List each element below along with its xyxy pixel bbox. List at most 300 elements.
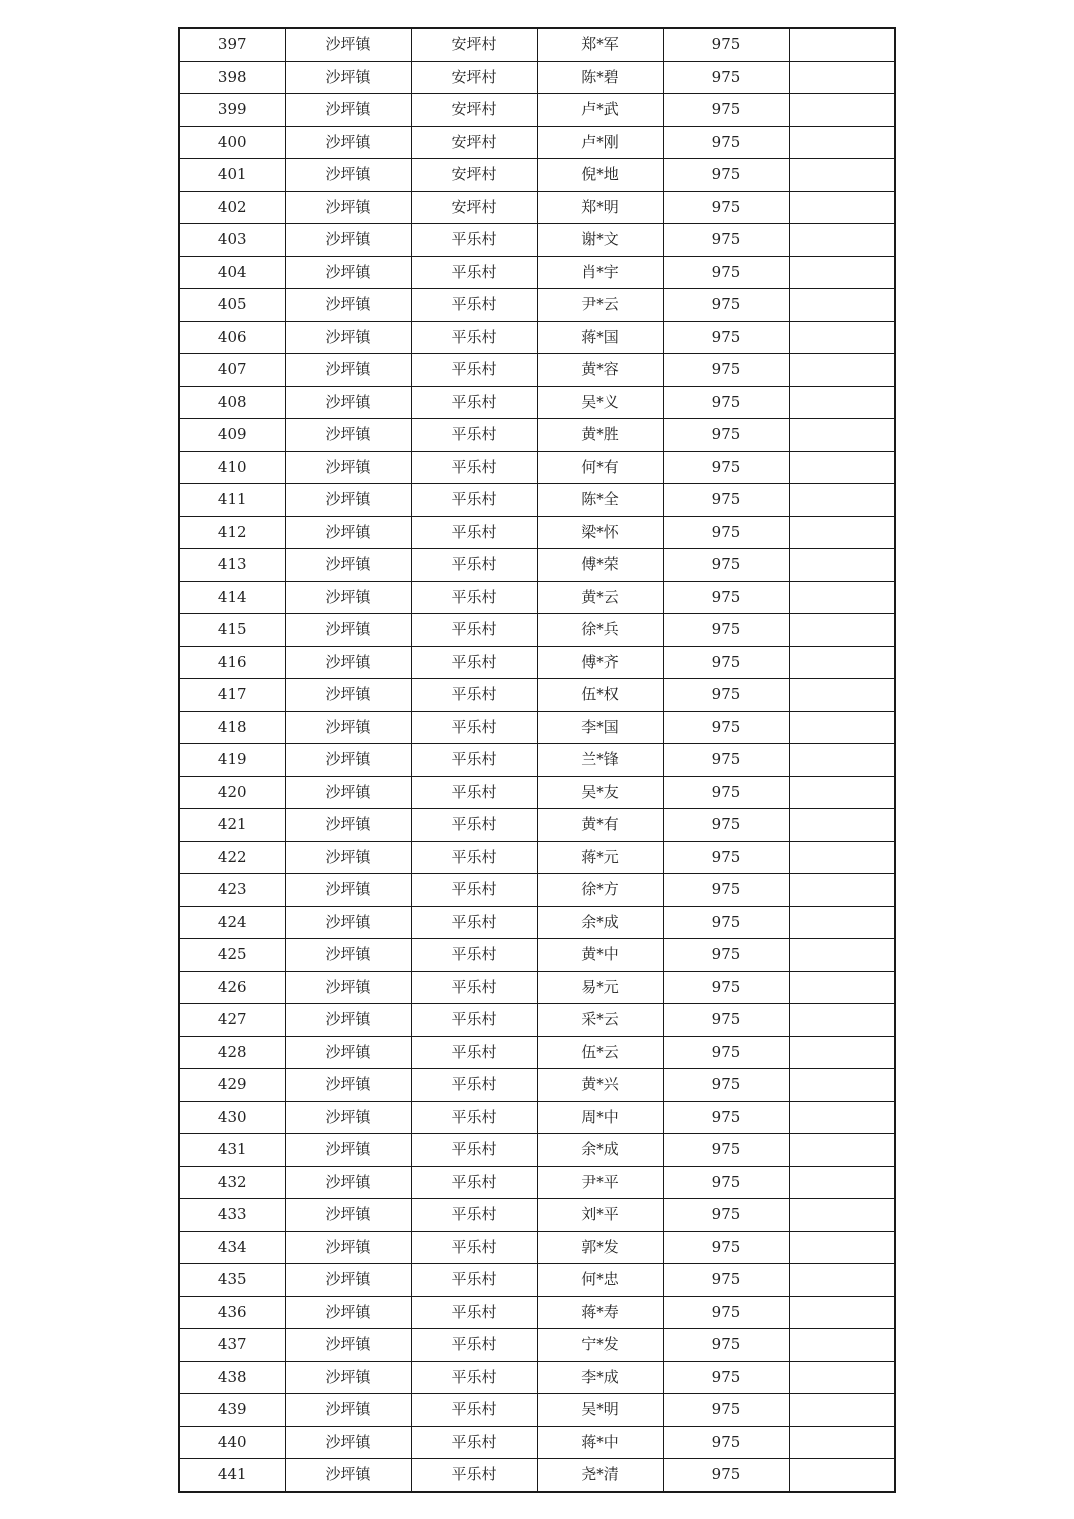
- table-row: [179, 874, 895, 907]
- name-cell: 何*忠: [537, 1264, 663, 1297]
- village-cell: 平乐村: [411, 1134, 537, 1167]
- name-cell: 陈*全: [537, 484, 663, 517]
- serial-number-cell: 406: [179, 321, 285, 354]
- serial-number-cell: 441: [179, 1459, 285, 1492]
- amount-cell: 975: [663, 711, 789, 744]
- amount-cell: 975: [663, 906, 789, 939]
- town-cell: 沙坪镇: [285, 289, 411, 322]
- amount-cell: 975: [663, 289, 789, 322]
- amount-cell: 975: [663, 1459, 789, 1492]
- village-cell: 平乐村: [411, 1394, 537, 1427]
- amount-cell: 975: [663, 679, 789, 712]
- table-row: [179, 354, 895, 387]
- village-cell: 平乐村: [411, 711, 537, 744]
- town-cell: 沙坪镇: [285, 1166, 411, 1199]
- serial-number-cell: 428: [179, 1036, 285, 1069]
- town-cell: 沙坪镇: [285, 1036, 411, 1069]
- name-cell: 蒋*元: [537, 841, 663, 874]
- town-cell: 沙坪镇: [285, 939, 411, 972]
- village-cell: 平乐村: [411, 1004, 537, 1037]
- table-row: [179, 1199, 895, 1232]
- village-cell: 平乐村: [411, 841, 537, 874]
- remark-cell: [789, 906, 895, 939]
- village-cell: 平乐村: [411, 419, 537, 452]
- name-cell: 卢*武: [537, 94, 663, 127]
- name-cell: 宁*发: [537, 1329, 663, 1362]
- town-cell: 沙坪镇: [285, 841, 411, 874]
- village-cell: 平乐村: [411, 614, 537, 647]
- serial-number-cell: 405: [179, 289, 285, 322]
- remark-cell: [789, 646, 895, 679]
- village-cell: 安坪村: [411, 28, 537, 61]
- serial-number-cell: 426: [179, 971, 285, 1004]
- amount-cell: 975: [663, 939, 789, 972]
- village-cell: 平乐村: [411, 484, 537, 517]
- table-row: [179, 61, 895, 94]
- amount-cell: 975: [663, 581, 789, 614]
- town-cell: 沙坪镇: [285, 744, 411, 777]
- village-cell: 安坪村: [411, 94, 537, 127]
- town-cell: 沙坪镇: [285, 61, 411, 94]
- village-cell: 安坪村: [411, 191, 537, 224]
- remark-cell: [789, 1134, 895, 1167]
- remark-cell: [789, 809, 895, 842]
- name-cell: 傅*齐: [537, 646, 663, 679]
- village-cell: 平乐村: [411, 874, 537, 907]
- remark-cell: [789, 451, 895, 484]
- remark-cell: [789, 711, 895, 744]
- remark-cell: [789, 61, 895, 94]
- remark-cell: [789, 159, 895, 192]
- amount-cell: 975: [663, 1069, 789, 1102]
- town-cell: 沙坪镇: [285, 419, 411, 452]
- serial-number-cell: 432: [179, 1166, 285, 1199]
- table-row: [179, 1361, 895, 1394]
- serial-number-cell: 440: [179, 1426, 285, 1459]
- name-cell: 谢*文: [537, 224, 663, 257]
- serial-number-cell: 435: [179, 1264, 285, 1297]
- village-cell: 平乐村: [411, 1361, 537, 1394]
- town-cell: 沙坪镇: [285, 1296, 411, 1329]
- name-cell: 徐*兵: [537, 614, 663, 647]
- name-cell: 黄*容: [537, 354, 663, 387]
- town-cell: 沙坪镇: [285, 549, 411, 582]
- village-cell: 平乐村: [411, 354, 537, 387]
- village-cell: 平乐村: [411, 224, 537, 257]
- table-row: [179, 191, 895, 224]
- serial-number-cell: 410: [179, 451, 285, 484]
- town-cell: 沙坪镇: [285, 516, 411, 549]
- remark-cell: [789, 971, 895, 1004]
- amount-cell: 975: [663, 776, 789, 809]
- town-cell: 沙坪镇: [285, 679, 411, 712]
- remark-cell: [789, 191, 895, 224]
- remark-cell: [789, 581, 895, 614]
- amount-cell: 975: [663, 28, 789, 61]
- amount-cell: 975: [663, 1166, 789, 1199]
- amount-cell: 975: [663, 224, 789, 257]
- table-row: [179, 419, 895, 452]
- serial-number-cell: 418: [179, 711, 285, 744]
- serial-number-cell: 431: [179, 1134, 285, 1167]
- table-row: [179, 1069, 895, 1102]
- table-row: [179, 94, 895, 127]
- name-cell: 尹*云: [537, 289, 663, 322]
- amount-cell: 975: [663, 386, 789, 419]
- town-cell: 沙坪镇: [285, 809, 411, 842]
- remark-cell: [789, 1426, 895, 1459]
- name-cell: 刘*平: [537, 1199, 663, 1232]
- remark-cell: [789, 1329, 895, 1362]
- serial-number-cell: 437: [179, 1329, 285, 1362]
- town-cell: 沙坪镇: [285, 906, 411, 939]
- table-row: [179, 744, 895, 777]
- name-cell: 李*成: [537, 1361, 663, 1394]
- serial-number-cell: 430: [179, 1101, 285, 1134]
- table-row: [179, 679, 895, 712]
- town-cell: 沙坪镇: [285, 776, 411, 809]
- amount-cell: 975: [663, 1004, 789, 1037]
- name-cell: 李*国: [537, 711, 663, 744]
- serial-number-cell: 421: [179, 809, 285, 842]
- name-cell: 郑*军: [537, 28, 663, 61]
- town-cell: 沙坪镇: [285, 1329, 411, 1362]
- table-row: [179, 1134, 895, 1167]
- name-cell: 黄*云: [537, 581, 663, 614]
- table-row: [179, 516, 895, 549]
- village-cell: 安坪村: [411, 61, 537, 94]
- name-cell: 伍*权: [537, 679, 663, 712]
- serial-number-cell: 403: [179, 224, 285, 257]
- name-cell: 黄*胜: [537, 419, 663, 452]
- village-cell: 平乐村: [411, 1459, 537, 1492]
- serial-number-cell: 400: [179, 126, 285, 159]
- remark-cell: [789, 1231, 895, 1264]
- table-row: [179, 971, 895, 1004]
- amount-cell: 975: [663, 1426, 789, 1459]
- village-cell: 平乐村: [411, 1101, 537, 1134]
- table-row: [179, 28, 895, 61]
- village-cell: 平乐村: [411, 549, 537, 582]
- amount-cell: 975: [663, 61, 789, 94]
- remark-cell: [789, 1199, 895, 1232]
- town-cell: 沙坪镇: [285, 484, 411, 517]
- serial-number-cell: 416: [179, 646, 285, 679]
- amount-cell: 975: [663, 1394, 789, 1427]
- table-row: [179, 1004, 895, 1037]
- amount-cell: 975: [663, 1101, 789, 1134]
- table-row: [179, 1166, 895, 1199]
- village-cell: 平乐村: [411, 256, 537, 289]
- amount-cell: 975: [663, 159, 789, 192]
- serial-number-cell: 399: [179, 94, 285, 127]
- village-cell: 平乐村: [411, 1199, 537, 1232]
- remark-cell: [789, 776, 895, 809]
- remark-cell: [789, 549, 895, 582]
- table-row: [179, 1394, 895, 1427]
- name-cell: 倪*地: [537, 159, 663, 192]
- town-cell: 沙坪镇: [285, 1361, 411, 1394]
- serial-number-cell: 415: [179, 614, 285, 647]
- remark-cell: [789, 1004, 895, 1037]
- serial-number-cell: 402: [179, 191, 285, 224]
- remark-cell: [789, 484, 895, 517]
- amount-cell: 975: [663, 744, 789, 777]
- remark-cell: [789, 614, 895, 647]
- amount-cell: 975: [663, 874, 789, 907]
- village-cell: 平乐村: [411, 971, 537, 1004]
- table-row: [179, 614, 895, 647]
- amount-cell: 975: [663, 1264, 789, 1297]
- name-cell: 兰*锋: [537, 744, 663, 777]
- amount-cell: 975: [663, 1231, 789, 1264]
- serial-number-cell: 434: [179, 1231, 285, 1264]
- table-row: [179, 224, 895, 257]
- town-cell: 沙坪镇: [285, 1004, 411, 1037]
- serial-number-cell: 407: [179, 354, 285, 387]
- serial-number-cell: 422: [179, 841, 285, 874]
- serial-number-cell: 420: [179, 776, 285, 809]
- amount-cell: 975: [663, 1296, 789, 1329]
- remark-cell: [789, 224, 895, 257]
- village-cell: 平乐村: [411, 1426, 537, 1459]
- serial-number-cell: 425: [179, 939, 285, 972]
- table-row: [179, 256, 895, 289]
- remark-cell: [789, 94, 895, 127]
- serial-number-cell: 398: [179, 61, 285, 94]
- remark-cell: [789, 256, 895, 289]
- table-row: [179, 159, 895, 192]
- town-cell: 沙坪镇: [285, 386, 411, 419]
- village-cell: 安坪村: [411, 159, 537, 192]
- table-row: [179, 776, 895, 809]
- town-cell: 沙坪镇: [285, 874, 411, 907]
- town-cell: 沙坪镇: [285, 159, 411, 192]
- name-cell: 傅*荣: [537, 549, 663, 582]
- table-row: [179, 581, 895, 614]
- amount-cell: 975: [663, 809, 789, 842]
- town-cell: 沙坪镇: [285, 1199, 411, 1232]
- remark-cell: [789, 1069, 895, 1102]
- table-row: [179, 1101, 895, 1134]
- table-row: [179, 484, 895, 517]
- serial-number-cell: 433: [179, 1199, 285, 1232]
- amount-cell: 975: [663, 1361, 789, 1394]
- village-cell: 平乐村: [411, 646, 537, 679]
- town-cell: 沙坪镇: [285, 1231, 411, 1264]
- serial-number-cell: 408: [179, 386, 285, 419]
- village-cell: 平乐村: [411, 1036, 537, 1069]
- name-cell: 易*元: [537, 971, 663, 1004]
- remark-cell: [789, 841, 895, 874]
- serial-number-cell: 429: [179, 1069, 285, 1102]
- village-cell: 安坪村: [411, 126, 537, 159]
- remark-cell: [789, 1361, 895, 1394]
- village-cell: 平乐村: [411, 321, 537, 354]
- table-row: [179, 289, 895, 322]
- subsidy-list-table: [178, 27, 896, 1493]
- name-cell: 黄*中: [537, 939, 663, 972]
- town-cell: 沙坪镇: [285, 28, 411, 61]
- village-cell: 平乐村: [411, 451, 537, 484]
- village-cell: 平乐村: [411, 1069, 537, 1102]
- name-cell: 余*成: [537, 906, 663, 939]
- remark-cell: [789, 386, 895, 419]
- serial-number-cell: 401: [179, 159, 285, 192]
- remark-cell: [789, 126, 895, 159]
- table-row: [179, 939, 895, 972]
- town-cell: 沙坪镇: [285, 711, 411, 744]
- name-cell: 郑*明: [537, 191, 663, 224]
- remark-cell: [789, 419, 895, 452]
- remark-cell: [789, 354, 895, 387]
- name-cell: 尧*清: [537, 1459, 663, 1492]
- remark-cell: [789, 744, 895, 777]
- name-cell: 梁*怀: [537, 516, 663, 549]
- serial-number-cell: 409: [179, 419, 285, 452]
- remark-cell: [789, 1296, 895, 1329]
- remark-cell: [789, 289, 895, 322]
- serial-number-cell: 397: [179, 28, 285, 61]
- amount-cell: 975: [663, 419, 789, 452]
- remark-cell: [789, 1264, 895, 1297]
- amount-cell: 975: [663, 451, 789, 484]
- village-cell: 平乐村: [411, 744, 537, 777]
- town-cell: 沙坪镇: [285, 354, 411, 387]
- town-cell: 沙坪镇: [285, 224, 411, 257]
- serial-number-cell: 404: [179, 256, 285, 289]
- village-cell: 平乐村: [411, 1166, 537, 1199]
- village-cell: 平乐村: [411, 1231, 537, 1264]
- table-row: [179, 1426, 895, 1459]
- serial-number-cell: 436: [179, 1296, 285, 1329]
- town-cell: 沙坪镇: [285, 614, 411, 647]
- name-cell: 蒋*国: [537, 321, 663, 354]
- serial-number-cell: 411: [179, 484, 285, 517]
- table-row: [179, 1264, 895, 1297]
- serial-number-cell: 427: [179, 1004, 285, 1037]
- amount-cell: 975: [663, 354, 789, 387]
- village-cell: 平乐村: [411, 1264, 537, 1297]
- amount-cell: 975: [663, 1134, 789, 1167]
- remark-cell: [789, 874, 895, 907]
- name-cell: 黄*兴: [537, 1069, 663, 1102]
- amount-cell: 975: [663, 1329, 789, 1362]
- village-cell: 平乐村: [411, 809, 537, 842]
- table-row: [179, 1036, 895, 1069]
- village-cell: 平乐村: [411, 939, 537, 972]
- amount-cell: 975: [663, 646, 789, 679]
- remark-cell: [789, 939, 895, 972]
- town-cell: 沙坪镇: [285, 451, 411, 484]
- town-cell: 沙坪镇: [285, 321, 411, 354]
- village-cell: 平乐村: [411, 679, 537, 712]
- name-cell: 余*成: [537, 1134, 663, 1167]
- remark-cell: [789, 28, 895, 61]
- town-cell: 沙坪镇: [285, 94, 411, 127]
- remark-cell: [789, 1101, 895, 1134]
- name-cell: 蒋*中: [537, 1426, 663, 1459]
- name-cell: 伍*云: [537, 1036, 663, 1069]
- amount-cell: 975: [663, 614, 789, 647]
- amount-cell: 975: [663, 191, 789, 224]
- name-cell: 尹*平: [537, 1166, 663, 1199]
- name-cell: 陈*碧: [537, 61, 663, 94]
- name-cell: 郭*发: [537, 1231, 663, 1264]
- remark-cell: [789, 321, 895, 354]
- name-cell: 何*有: [537, 451, 663, 484]
- town-cell: 沙坪镇: [285, 1459, 411, 1492]
- amount-cell: 975: [663, 841, 789, 874]
- table-row: [179, 1329, 895, 1362]
- town-cell: 沙坪镇: [285, 1426, 411, 1459]
- town-cell: 沙坪镇: [285, 126, 411, 159]
- village-cell: 平乐村: [411, 776, 537, 809]
- amount-cell: 975: [663, 516, 789, 549]
- table-row: [179, 451, 895, 484]
- table-row: [179, 386, 895, 419]
- village-cell: 平乐村: [411, 1296, 537, 1329]
- amount-cell: 975: [663, 126, 789, 159]
- town-cell: 沙坪镇: [285, 1069, 411, 1102]
- remark-cell: [789, 1166, 895, 1199]
- table-body: [179, 28, 895, 1492]
- remark-cell: [789, 1036, 895, 1069]
- name-cell: 周*中: [537, 1101, 663, 1134]
- name-cell: 卢*刚: [537, 126, 663, 159]
- name-cell: 吴*友: [537, 776, 663, 809]
- remark-cell: [789, 1459, 895, 1492]
- serial-number-cell: 424: [179, 906, 285, 939]
- serial-number-cell: 438: [179, 1361, 285, 1394]
- town-cell: 沙坪镇: [285, 1264, 411, 1297]
- table-row: [179, 906, 895, 939]
- village-cell: 平乐村: [411, 906, 537, 939]
- table-row: [179, 126, 895, 159]
- serial-number-cell: 439: [179, 1394, 285, 1427]
- town-cell: 沙坪镇: [285, 191, 411, 224]
- amount-cell: 975: [663, 321, 789, 354]
- name-cell: 黄*有: [537, 809, 663, 842]
- amount-cell: 975: [663, 971, 789, 1004]
- town-cell: 沙坪镇: [285, 1134, 411, 1167]
- table-row: [179, 1459, 895, 1492]
- name-cell: 徐*方: [537, 874, 663, 907]
- table-row: [179, 321, 895, 354]
- name-cell: 蒋*寿: [537, 1296, 663, 1329]
- town-cell: 沙坪镇: [285, 256, 411, 289]
- amount-cell: 975: [663, 549, 789, 582]
- amount-cell: 975: [663, 484, 789, 517]
- table-row: [179, 646, 895, 679]
- amount-cell: 975: [663, 94, 789, 127]
- serial-number-cell: 423: [179, 874, 285, 907]
- table-row: [179, 809, 895, 842]
- village-cell: 平乐村: [411, 1329, 537, 1362]
- town-cell: 沙坪镇: [285, 1394, 411, 1427]
- remark-cell: [789, 679, 895, 712]
- village-cell: 平乐村: [411, 289, 537, 322]
- town-cell: 沙坪镇: [285, 971, 411, 1004]
- amount-cell: 975: [663, 1199, 789, 1232]
- table-row: [179, 841, 895, 874]
- name-cell: 肖*宇: [537, 256, 663, 289]
- table-row: [179, 711, 895, 744]
- village-cell: 平乐村: [411, 581, 537, 614]
- remark-cell: [789, 516, 895, 549]
- amount-cell: 975: [663, 256, 789, 289]
- table-row: [179, 1231, 895, 1264]
